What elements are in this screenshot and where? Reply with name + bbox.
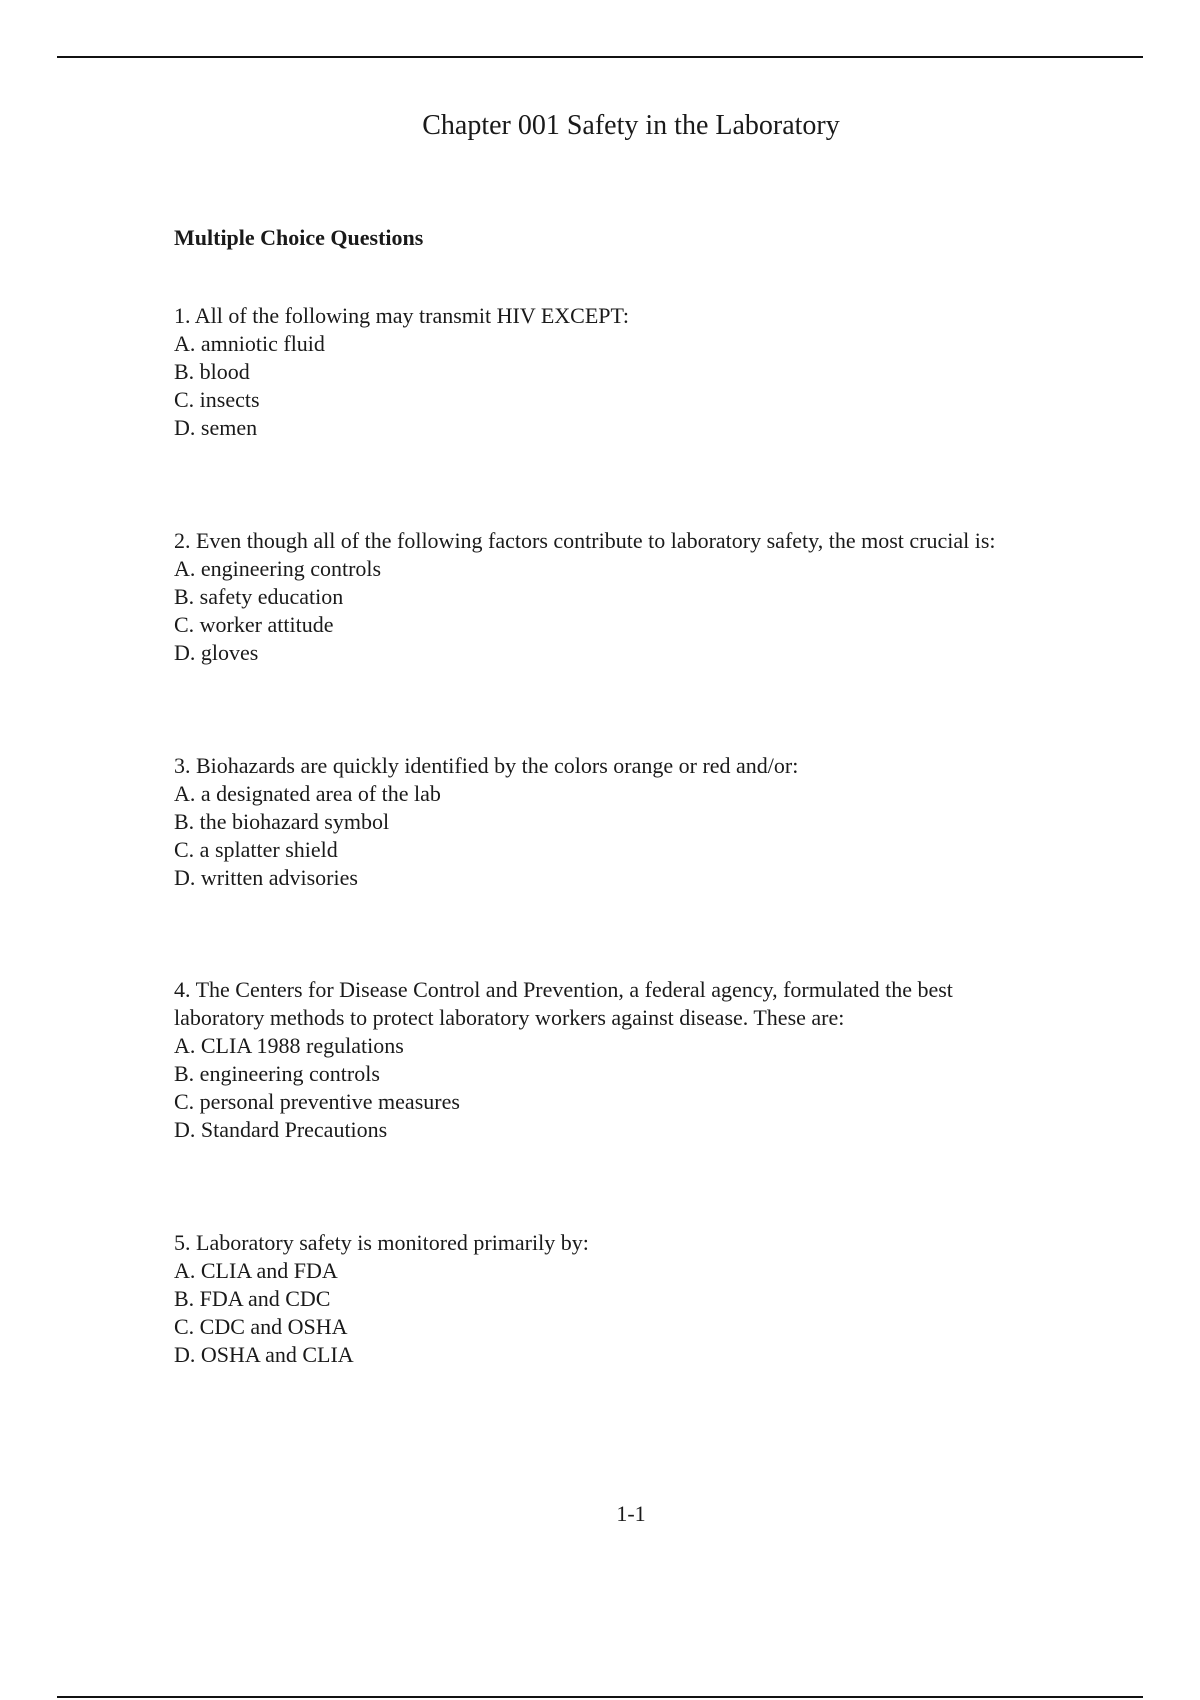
page-number: 1-1 <box>616 1501 646 1526</box>
answer-option-b: B. blood <box>174 359 250 384</box>
question-stem: 1. All of the following may transmit HIV EXCEPT: <box>174 303 629 328</box>
answer-option-a: A. a designated area of the lab <box>174 781 441 806</box>
answer-option-a: A. amniotic fluid <box>174 331 325 356</box>
answer-option-a: A. CLIA 1988 regulations <box>174 1033 404 1058</box>
answer-option-a: A. CLIA and FDA <box>174 1258 338 1283</box>
question-1 <box>174 302 1094 442</box>
question-stem: 5. Laboratory safety is monitored primarily by: <box>174 1230 589 1255</box>
answer-option-d: D. gloves <box>174 640 259 665</box>
question-4 <box>174 976 1094 1144</box>
question-stem-continued: laboratory methods to protect laboratory workers against disease. These are: <box>174 1005 845 1030</box>
top-rule <box>57 56 1143 58</box>
question-stem: 3. Biohazards are quickly identified by the colors orange or red and/or: <box>174 753 799 778</box>
answer-option-d: D. Standard Precautions <box>174 1117 388 1142</box>
section-heading: Multiple Choice Questions <box>174 225 424 250</box>
answer-option-c: C. a splatter shield <box>174 837 338 862</box>
answer-option-a: A. engineering controls <box>174 556 382 581</box>
answer-option-b: B. engineering controls <box>174 1061 380 1086</box>
question-5 <box>174 1229 1094 1369</box>
answer-option-c: C. CDC and OSHA <box>174 1314 348 1339</box>
answer-option-b: B. FDA and CDC <box>174 1286 331 1311</box>
question-2 <box>174 527 1094 667</box>
answer-option-d: D. semen <box>174 415 258 440</box>
bottom-rule <box>57 1696 1143 1698</box>
answer-option-c: C. insects <box>174 387 260 412</box>
answer-option-d: D. written advisories <box>174 865 358 890</box>
question-stem: 4. The Centers for Disease Control and Prevention, a federal agency, formulated the best <box>174 977 953 1002</box>
question-3 <box>174 752 1094 892</box>
answer-option-b: B. the biohazard symbol <box>174 809 390 834</box>
question-stem: 2. Even though all of the following factors contribute to laboratory safety, the most crucial is: <box>174 528 996 553</box>
answer-option-d: D. OSHA and CLIA <box>174 1342 354 1367</box>
answer-option-b: B. safety education <box>174 584 344 609</box>
answer-option-c: C. personal preventive measures <box>174 1089 460 1114</box>
page-title: Chapter 001 Safety in the Laboratory <box>422 110 840 141</box>
answer-option-c: C. worker attitude <box>174 612 334 637</box>
